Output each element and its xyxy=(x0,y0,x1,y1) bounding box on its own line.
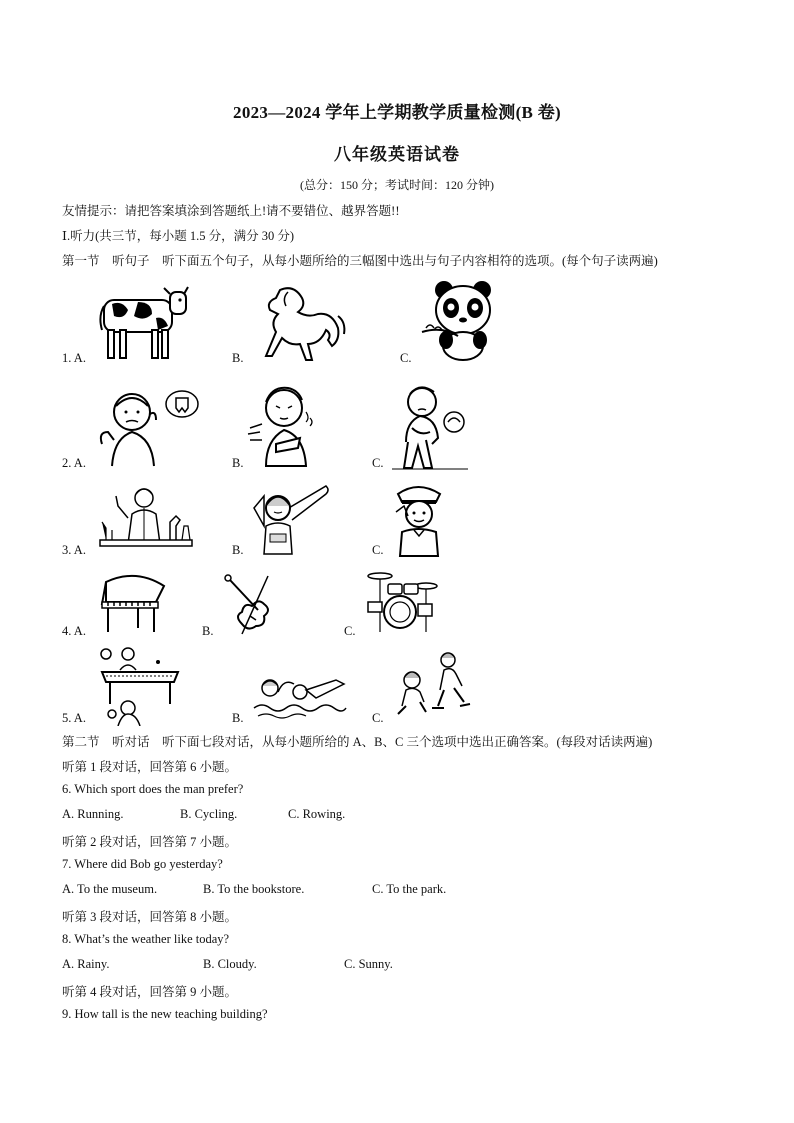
exam-info: (总分：150 分；考试时间：120 分钟) xyxy=(300,178,494,192)
tip-text: 友情提示：请把答案填涂到答题纸上!请不要错位、越界答题!! xyxy=(62,204,400,218)
q7-option-c: C. To the park. xyxy=(372,882,447,896)
cow-icon xyxy=(98,282,190,362)
exam-title: 2023—2024 学年上学期教学质量检测(B 卷) xyxy=(233,103,561,122)
stomachache-boy-icon xyxy=(392,382,468,470)
piano-icon xyxy=(98,572,172,634)
exam-subtitle: 八年级英语试卷 xyxy=(334,145,460,164)
toothache-boy-icon xyxy=(98,384,200,468)
cold-boy-icon xyxy=(246,384,320,468)
panda-icon xyxy=(418,280,508,362)
q5-label: 5. A. xyxy=(62,711,86,725)
question-7: 7. Where did Bob go yesterday? xyxy=(62,857,223,871)
q5-option-c: C. xyxy=(372,711,384,725)
section2-instruction: 第二节 听对话 听下面七段对话，从每小题所给的 A、B、C 三个选项中选出正确答案。(每段对话读两遍) xyxy=(62,735,653,749)
q4-label: 4. A. xyxy=(62,624,86,638)
q2-option-c: C. xyxy=(372,456,384,470)
section1-instruction: 第一节 听句子 听下面五个句子，从每小题所给的三幅图中选出与句子内容相符的选项。(每个句子读两遍) xyxy=(62,254,658,268)
drums-icon xyxy=(364,566,440,634)
q1-label: 1. A. xyxy=(62,351,86,365)
policeman-icon xyxy=(392,480,446,558)
q3-option-b: B. xyxy=(232,543,244,557)
q4-option-c: C. xyxy=(344,624,356,638)
question-9: 9. How tall is the new teaching building? xyxy=(62,1007,268,1021)
skating-icon xyxy=(390,650,478,716)
q8-option-c: C. Sunny. xyxy=(344,957,393,971)
q3-label: 3. A. xyxy=(62,543,86,557)
scientist-icon xyxy=(98,482,194,556)
dialog2-intro: 听第 2 段对话，回答第 7 小题。 xyxy=(62,835,238,849)
ping-pong-icon xyxy=(98,646,182,726)
q7-option-a: A. To the museum. xyxy=(62,882,158,896)
q2-option-b: B. xyxy=(232,456,244,470)
q4-option-b: B. xyxy=(202,624,214,638)
question-6: 6. Which sport does the man prefer? xyxy=(62,782,244,796)
pilot-icon xyxy=(252,482,332,556)
q6-option-b: B. Cycling. xyxy=(180,807,238,821)
swimming-icon xyxy=(252,672,348,722)
q6-option-a: A. Running. xyxy=(62,807,124,821)
q5-option-b: B. xyxy=(232,711,244,725)
q1-option-c: C. xyxy=(400,351,412,365)
q8-option-b: B. Cloudy. xyxy=(203,957,257,971)
part-heading: Ⅰ.听力(共三节，每小题 1.5 分，满分 30 分) xyxy=(62,229,295,243)
q8-option-a: A. Rainy. xyxy=(62,957,110,971)
dialog3-intro: 听第 3 段对话，回答第 8 小题。 xyxy=(62,910,238,924)
q7-option-b: B. To the bookstore. xyxy=(203,882,305,896)
q3-option-c: C. xyxy=(372,543,384,557)
dialog1-intro: 听第 1 段对话，回答第 6 小题。 xyxy=(62,760,238,774)
q2-label: 2. A. xyxy=(62,456,86,470)
q6-option-c: C. Rowing. xyxy=(288,807,346,821)
question-8: 8. What’s the weather like today? xyxy=(62,932,230,946)
violin-icon xyxy=(222,572,294,636)
horse-icon xyxy=(250,282,350,362)
q1-option-b: B. xyxy=(232,351,244,365)
dialog4-intro: 听第 4 段对话，回答第 9 小题。 xyxy=(62,985,238,999)
